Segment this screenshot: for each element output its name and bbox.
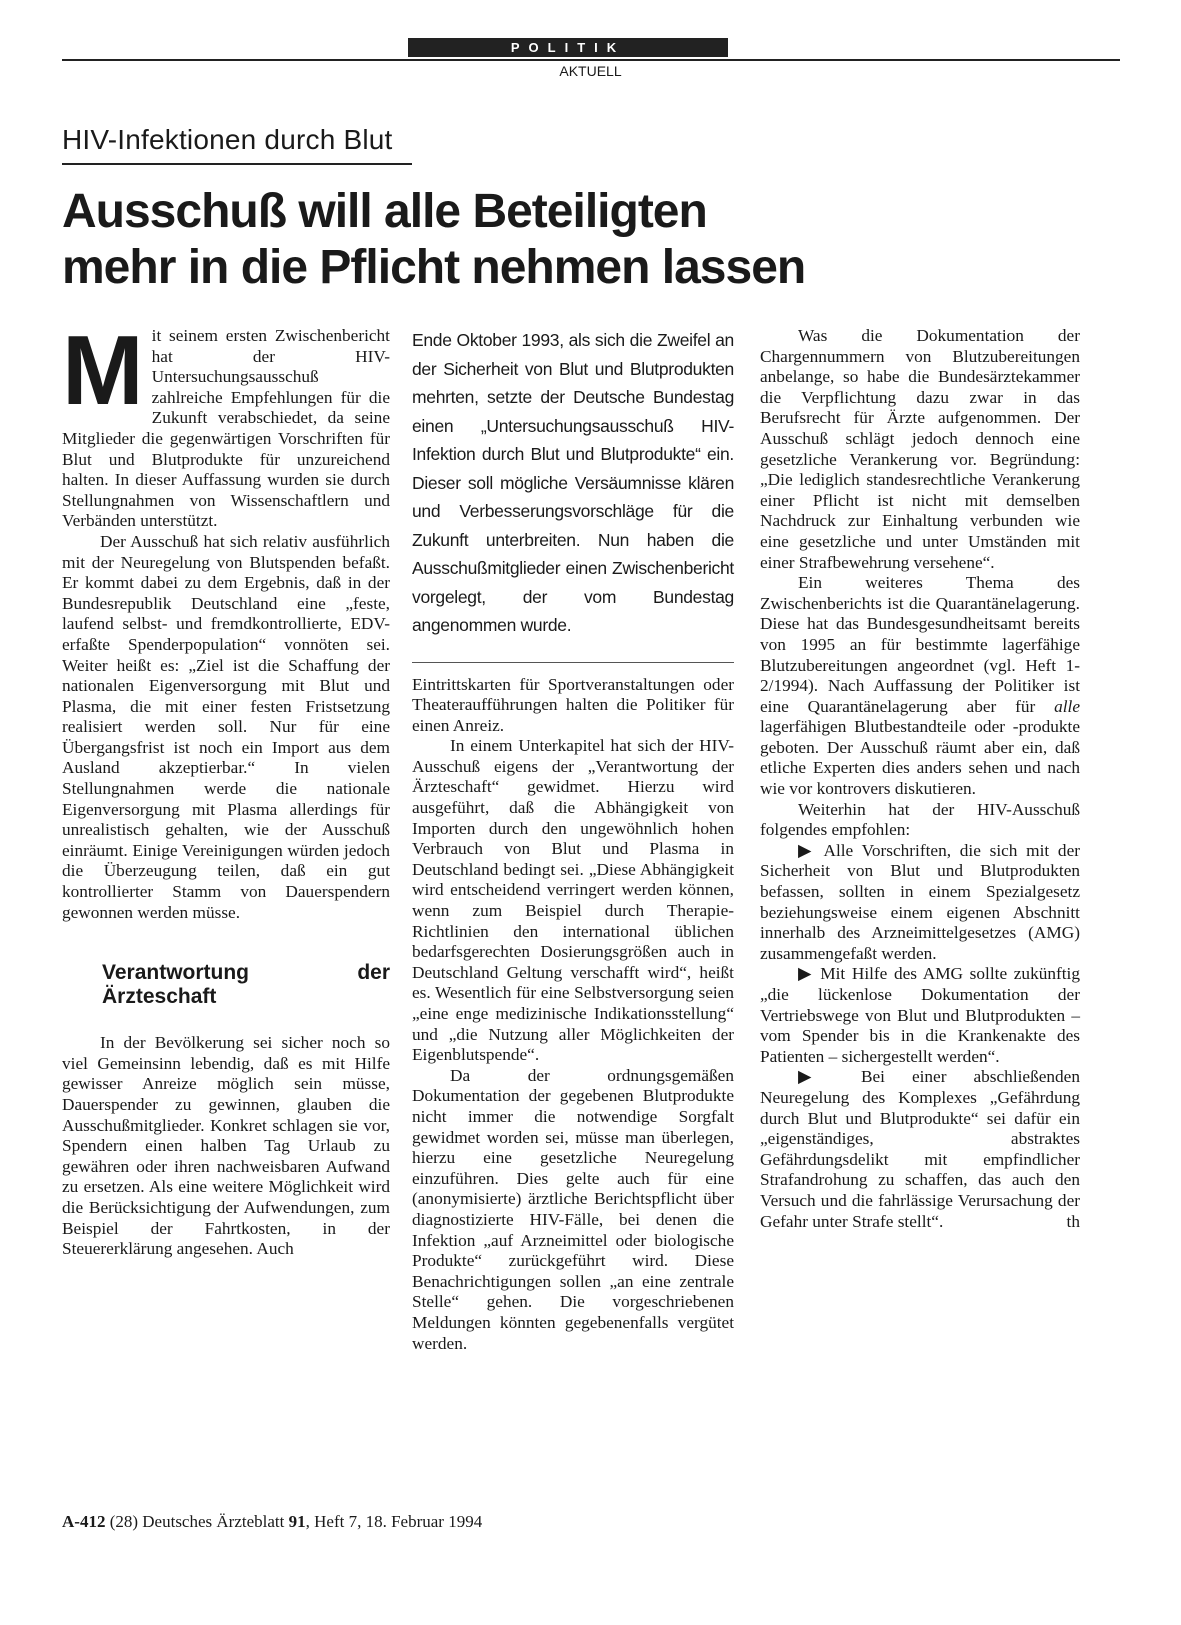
subheading: Verantwortung der Ärzteschaft bbox=[102, 961, 390, 1009]
list-item: ▶ Alle Vorschriften, die sich mit der Sicherheit von Blut und Blutprodukten befassen, sollten in einem Spezialgesetz beziehungsweise einem eigenen Abschnitt innerhalb des Arzneimittelgesetzes (AMG) zusammengefaßt werden. bbox=[760, 840, 1080, 963]
paragraph: Weiterhin hat der HIV-Ausschuß folgendes empfohlen: bbox=[760, 799, 1080, 840]
article-kicker: HIV-Infektionen durch Blut bbox=[62, 124, 393, 155]
paragraph: Mit seinem ersten Zwischenbericht hat der HIV-Untersuchungsausschuß zahlreiche Empfehlungen für die Zukunft verabschiedet, da seine Mitglieder die gegenwärtigen Vorschriften für Blut und Blutprodukte für unzureichend halten. In dieser Auffassung wurden sie durch Stellungnahmen von Wissenschaftlern und Verbänden unterstützt. bbox=[62, 315, 390, 531]
section-label: POLITIK bbox=[408, 38, 728, 57]
author-signature: th bbox=[1066, 1211, 1080, 1231]
headline-line-2: mehr in die Pflicht nehmen lassen bbox=[62, 241, 806, 294]
article-column-2 bbox=[412, 326, 734, 1354]
intro-rule bbox=[412, 662, 734, 663]
page-number: A-412 bbox=[62, 1512, 106, 1531]
list-item: ▶ Mit Hilfe des AMG sollte zukünftig „die lückenlose Dokumentation der Vertriebswege von Blut und Blutprodukten – vom Spender bis in die Krankenakte des Patienten – sichergestellt werden“. bbox=[760, 964, 1080, 1066]
footer-issue: , Heft 7, 18. Februar 1994 bbox=[305, 1512, 483, 1531]
list-item: ▶ Bei einer abschließenden Neuregelung des Komplexes „Gefährdung durch Blut und Blutprodukte“ sei dafür ein „eigenständiges, abstraktes Gefährdungsdelikt mit empfindlicher Strafandrohung zu schaffen, das auch den Versuch und die fahrlässige Verursachung der Gefahr unter Strafe stellt“. th bbox=[760, 1067, 1080, 1231]
intro-box: Ende Oktober 1993, als sich die Zweifel an der Sicherheit von Blut und Blutprodukten mehrten, setzte der Deutsche Bundestag einen „Untersuchungsausschuß HIV-Infektion durch Blut und Blutprodukte“ ein. Dieser soll mögliche Versäumnisse klären und Verbesserungsvorschläge für die Zukunft unterbreiten. Nun haben die Ausschußmitglieder einen Zwischenbericht vorgelegt, der vom Bundestag angenommen wurde. bbox=[412, 330, 734, 635]
paragraph: In einem Unterkapitel hat sich der HIV-Ausschuß eigens der „Verantwortung der Ärzteschaft“ gewidmet. Hierzu wird ausgeführt, daß die Abhängigkeit von Importen durch den ungewöhnlich hohen Verbrauch von Blut und Plasma in Deutschland bedingt sei. „Diese Abhängigkeit wird entscheidend verringert werden können, wenn zum Beispiel durch Therapie-Richtlinien den international üblichen bedarfsgerechten Dosierungsgrößen auch in Deutschland Geltung verschafft wird“, heißt es. Wesentlich für eine Selbstversorgung seien „eine enge medizinische Indikationsstellung“ und „die Nutzung aller Möglichkeiten der Eigenblutspende“. bbox=[412, 736, 734, 1065]
paragraph: Da der ordnungsgemäßen Dokumentation der gegebenen Blutprodukte nicht immer die notwendige Sorgfalt gewidmet worden sei, müsse man überlegen, hierzu eine gesetzliche Neuregelung einzuführen. Dies gelte auch für eine (anonymisierte) ärztliche Berichtspflicht über diagnostizierte HIV-Fälle, bei denen die Infektion „auf Arzneimittel oder biologische Produkte“ zurückgeführt wird. Diese Benachrichtigungen sollen „an eine zentrale Stelle“ gehen. Die vorgeschriebenen Meldungen könnten gegebenenfalls vergütet werden. bbox=[412, 1065, 734, 1353]
paragraph: In der Bevölkerung sei sicher noch so viel Gemeinsinn lebendig, daß es mit Hilfe gewisser Anreize möglich sein müsse, Dauerspender zu gewinnen, glauben die Ausschußmitglieder. Konkret schlagen sie vor, Spendern einen halben Tag Urlaub zu gewähren oder ihren nachweisbaren Aufwand zu ersetzen. Als eine weitere Möglichkeit wird die Berücksichtigung der Aufwendungen, zum Beispiel der Fahrtkosten, in der Steuererklärung angesehen. Auch bbox=[62, 1033, 390, 1259]
footer-text: (28) Deutsches Ärzteblatt bbox=[105, 1512, 289, 1531]
article-headline bbox=[62, 184, 1122, 296]
subsection-label: AKTUELL bbox=[559, 63, 622, 79]
top-rule bbox=[62, 59, 1120, 61]
article-column-3 bbox=[760, 326, 1080, 1232]
paragraph: Eintrittskarten für Sportveranstaltungen oder Theateraufführungen halten die Politiker für einen Anreiz. bbox=[412, 674, 734, 735]
paragraph: Ein weiteres Thema des Zwischenberichts ist die Quarantänelagerung. Diese hat das Bundesgesundheitsamt bereits von 1995 an für bestimmte lagerfähige Blutzubereitungen angeordnet (vgl. Heft 1-2/1994). Nach Auffassung der Politiker ist eine Quarantänelagerung aber für alle lagerfähigen Blutbestandteile oder -produkte geboten. Der Ausschuß räumt aber ein, daß etliche Experten dies anders sehen und nach wie vor kontrovers diskutieren. bbox=[760, 573, 1080, 799]
paragraph: Was die Dokumentation der Chargennummern von Blutzubereitungen anbelange, so habe die Bundesärztekammer die Verpflichtung dazu zwar in das Berufsrecht für Ärzte aufgenommen. Der Ausschuß schlägt jedoch dennoch eine gesetzliche Verankerung vor. Begründung: „Die lediglich standesrechtliche Verankerung einer Pflicht ist nicht mit demselben Nachdruck zur Einhaltung verbunden wie eine gesetzliche und unter Umständen mit einer Strafbewehrung versehene“. bbox=[760, 326, 1080, 572]
kicker-rule bbox=[62, 163, 412, 165]
paragraph: Der Ausschuß hat sich relativ ausführlich mit der Neuregelung von Blutspenden befaßt. Er kommt dabei zu dem Ergebnis, daß in der Bundesrepublik Deutschland eine „feste, laufend selbst- und fremdkontrollierte, EDV-erfaßte Spenderpopulation“ vonnöten sei. Weiter heißt es: „Ziel ist die Schaffung der nationalen Eigenversorgung mit Blut und Plasma, die mit einer festen Fristsetzung realisiert werden soll. Nur für eine Übergangsfrist ist noch ein Import aus dem Ausland akzeptierbar.“ In vielen Stellungnahmen werde die nationale Eigenversorgung mit Plasma allerdings für unrealistisch gehalten, wie der Ausschuß einräumt. Einige Vereinigungen würden jedoch die Überzeugung teilen, daß ein gut kontrollierter Stamm von Dauerspendern gewonnen werden müsse. bbox=[62, 531, 390, 922]
page-footer bbox=[62, 1512, 482, 1532]
drop-cap: M bbox=[62, 315, 144, 425]
volume-number: 91 bbox=[288, 1512, 306, 1531]
article-column-1 bbox=[62, 315, 390, 1260]
headline-line-1: Ausschuß will alle Beteiligten bbox=[62, 185, 707, 238]
